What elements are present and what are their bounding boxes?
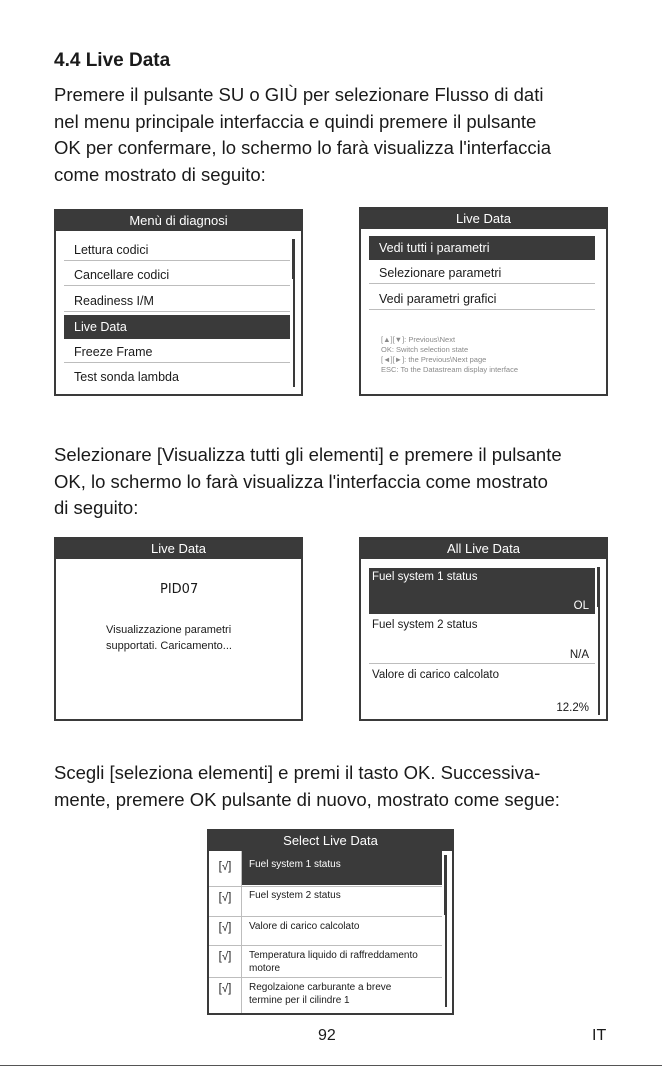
row-checkbox[interactable]: [√] — [218, 861, 232, 873]
menu-item-lettura-codici[interactable]: Lettura codici — [64, 239, 290, 261]
third-paragraph — [54, 760, 644, 813]
paragraph-line: mente, premere OK pulsante di nuovo, mostrato come segue: — [54, 788, 560, 810]
menu-item-test-sonda[interactable]: Test sonda lambda — [74, 370, 179, 384]
row-name-line: motore — [249, 963, 281, 974]
menu-item-vedi-tutti[interactable]: Vedi tutti i parametri — [369, 236, 595, 260]
row-checkbox[interactable]: [√] — [218, 892, 232, 904]
loading-message — [106, 622, 232, 654]
row-checkbox[interactable]: [√] — [218, 951, 232, 963]
hint-line: OK: Switch selection state — [381, 345, 469, 354]
param-name: Fuel system 2 status — [372, 619, 478, 631]
scroll-thumb[interactable] — [597, 567, 600, 607]
scroll-thumb[interactable] — [292, 239, 295, 279]
row-checkbox[interactable]: [√] — [218, 922, 232, 934]
row-name-line: Valore di carico calcolato — [249, 921, 360, 932]
screen-all-live-data — [359, 537, 608, 721]
param-name: Valore di carico calcolato — [372, 669, 499, 681]
param-value: 12.2% — [556, 702, 589, 714]
live-row-fuel-2[interactable] — [369, 616, 595, 664]
menu-item-selezionare[interactable]: Selezionare parametri — [369, 262, 595, 284]
row-name[interactable] — [249, 858, 439, 871]
live-row-carico[interactable] — [369, 666, 595, 716]
menu-item-readiness[interactable]: Readiness I/M — [64, 290, 290, 312]
screen-loading — [54, 537, 303, 721]
paragraph-line: di seguito: — [54, 497, 139, 518]
row-name[interactable] — [249, 920, 439, 933]
page-number: 92 — [318, 1027, 336, 1044]
row-separator — [209, 945, 442, 946]
page-bottom-rule — [0, 1065, 662, 1066]
language-code: IT — [592, 1027, 607, 1044]
screen-title: All Live Data — [361, 539, 606, 559]
row-name[interactable] — [249, 889, 439, 902]
hint-line: [◄][►]: the Previous\Next page — [381, 355, 487, 364]
paragraph-line: come mostrato di seguito: — [54, 163, 266, 185]
screen-live-data-menu — [359, 207, 608, 396]
row-separator — [209, 977, 442, 978]
screen-title: Menù di diagnosi — [56, 211, 301, 231]
menu-item-grafici[interactable]: Vedi parametri grafici — [369, 288, 595, 310]
row-separator — [209, 916, 442, 917]
scroll-thumb[interactable] — [444, 855, 447, 915]
screen-title: Live Data — [56, 539, 301, 559]
row-name[interactable] — [249, 949, 439, 975]
paragraph-line: OK, lo schermo lo farà visualizza l'interfaccia come mostrato — [54, 470, 548, 492]
second-paragraph — [54, 442, 644, 522]
param-value: N/A — [569, 649, 589, 661]
live-row-fuel-1[interactable] — [369, 568, 595, 614]
screen-title: Live Data — [361, 209, 606, 229]
row-name-line: termine per il cilindre 1 — [249, 995, 350, 1006]
screen-diag-menu — [54, 209, 303, 396]
loading-line: Visualizzazione parametri — [106, 624, 232, 636]
row-separator — [209, 886, 442, 887]
row-name[interactable] — [249, 981, 439, 1007]
intro-paragraph — [54, 82, 644, 188]
paragraph-line: Premere il pulsante SU o GIÙ per selezionare Flusso di dati — [54, 84, 544, 105]
paragraph-line: Scegli [seleziona elementi] e premi il tasto OK. Successiva- — [54, 762, 541, 783]
section-title: 4.4 Live Data — [54, 50, 171, 71]
menu-item-cancellare-codici[interactable]: Cancellare codici — [64, 264, 290, 286]
loading-line: supportati. Caricamento... — [106, 640, 232, 652]
row-name-line: Fuel system 1 status — [249, 859, 341, 870]
param-name: Fuel system 1 status — [372, 571, 478, 583]
hint-line: [▲][▼]: Previous\Next — [381, 335, 456, 344]
screen-title: Select Live Data — [209, 831, 452, 851]
screen-select-live-data — [207, 829, 454, 1015]
pid-label: PID07 — [160, 582, 199, 597]
hint-line: ESC: To the Datastream display interface — [381, 365, 519, 374]
param-value: OL — [573, 600, 589, 612]
menu-item-freeze-frame[interactable]: Freeze Frame — [64, 341, 290, 363]
row-name-line: Temperatura liquido di raffreddamento — [249, 950, 418, 961]
row-name-line: Fuel system 2 status — [249, 890, 341, 901]
paragraph-line: nel menu principale interfaccia e quindi premere il pulsante — [54, 110, 537, 132]
row-checkbox[interactable]: [√] — [218, 983, 232, 995]
paragraph-line: Selezionare [Visualizza tutti gli elementi] e premere il pulsante — [54, 444, 562, 465]
menu-item-live-data[interactable]: Live Data — [64, 315, 290, 339]
paragraph-line: OK per confermare, lo schermo lo farà visualizza l'interfaccia — [54, 137, 552, 158]
row-name-line: Regolzaione carburante a breve — [249, 982, 392, 993]
